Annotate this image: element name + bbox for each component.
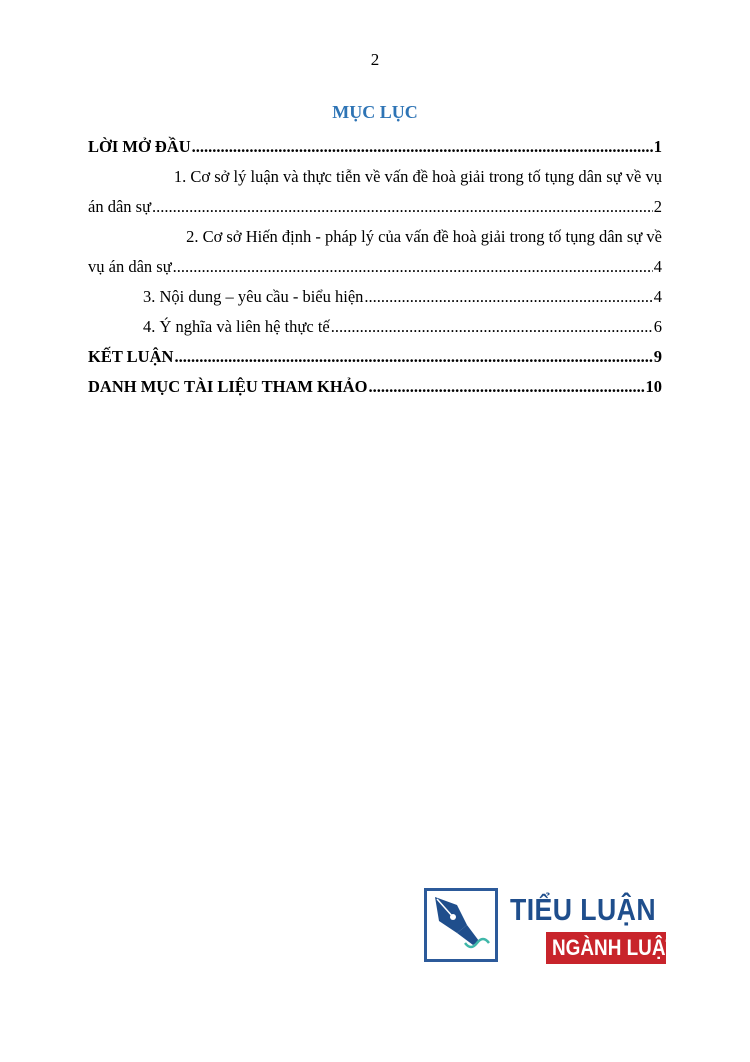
dot-leader bbox=[174, 342, 652, 372]
toc-entry-label: 1. Cơ sở lý luận và thực tiễn về vấn đề hoà giải trong tố tụng dân sự về vụ bbox=[173, 167, 662, 186]
toc-entry-2-line2[interactable] bbox=[88, 252, 662, 282]
toc-entry-label: DANH MỤC TÀI LIỆU THAM KHẢO bbox=[88, 377, 368, 396]
dot-leader bbox=[152, 192, 653, 222]
pen-nib-icon bbox=[424, 888, 498, 962]
toc-entry-label: 3. Nội dung – yêu cầu - biểu hiện bbox=[143, 287, 364, 306]
toc-entry-1-line2[interactable] bbox=[88, 192, 662, 222]
toc-entry-page: 4 bbox=[653, 287, 662, 306]
table-of-contents bbox=[88, 132, 662, 402]
toc-entry-label: LỜI MỞ ĐẦU bbox=[88, 137, 191, 156]
toc-entry-3[interactable] bbox=[88, 282, 662, 312]
toc-entry-page: 10 bbox=[645, 377, 662, 396]
toc-entry-loi-mo-dau[interactable] bbox=[88, 132, 662, 162]
logo-line1: TIỂU LUẬN bbox=[510, 892, 657, 927]
toc-entry-page: 6 bbox=[653, 317, 662, 336]
toc-entry-label: 4. Ý nghĩa và liên hệ thực tế bbox=[143, 317, 330, 336]
toc-entry-1-line1[interactable] bbox=[88, 162, 662, 192]
toc-entry-page: 2 bbox=[653, 197, 662, 216]
toc-entry-page: 1 bbox=[653, 137, 662, 156]
dot-leader bbox=[364, 282, 652, 312]
dot-leader bbox=[368, 372, 644, 402]
toc-entry-2-line1[interactable] bbox=[88, 222, 662, 252]
toc-entry-label: 2. Cơ sở Hiến định - pháp lý của vấn đề hoà giải trong tố tụng dân sự về bbox=[186, 227, 662, 246]
logo-line2: NGÀNH LUẬT bbox=[552, 935, 678, 960]
toc-entry-4[interactable] bbox=[88, 312, 662, 342]
dot-leader bbox=[331, 312, 653, 342]
dot-leader bbox=[173, 252, 653, 282]
toc-entry-ket-luan[interactable] bbox=[88, 342, 662, 372]
page-number: 2 bbox=[370, 50, 380, 69]
toc-entry-page: 9 bbox=[653, 347, 662, 366]
toc-entry-label-cont: án dân sự bbox=[88, 197, 152, 216]
toc-entry-tai-lieu[interactable] bbox=[88, 372, 662, 402]
dot-leader bbox=[192, 132, 653, 162]
toc-entry-label: KẾT LUẬN bbox=[88, 347, 174, 366]
toc-title: MỤC LỤC bbox=[332, 102, 418, 122]
watermark-logo bbox=[424, 888, 678, 966]
toc-entry-label-cont: vụ án dân sự bbox=[88, 257, 172, 276]
toc-entry-page: 4 bbox=[653, 257, 662, 276]
